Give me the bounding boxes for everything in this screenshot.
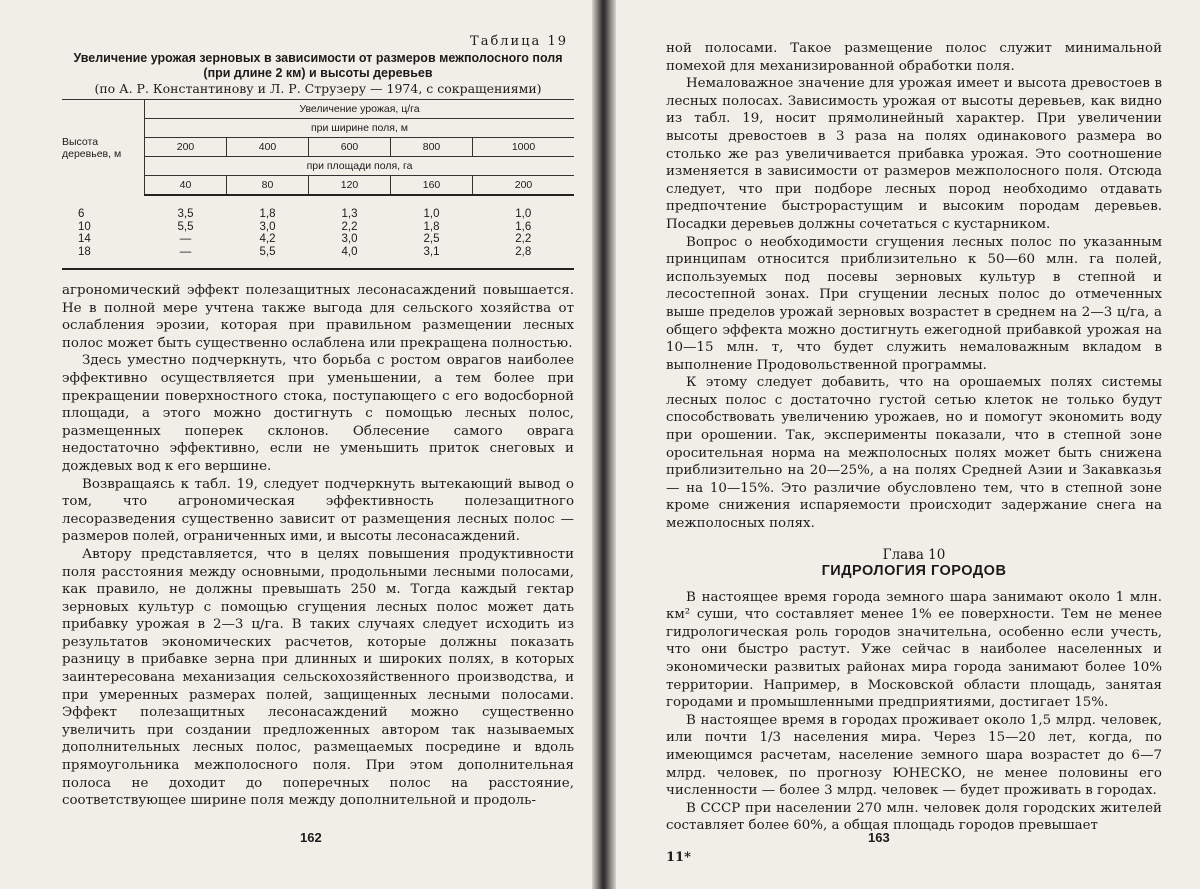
area-cell: 160 [391,176,473,196]
table-caption [62,51,574,81]
table-row [62,221,574,234]
width-cell: 800 [391,138,473,157]
value-cell: 5,5 [177,220,194,233]
left-body-text [62,282,574,810]
paragraph: В настоящее время города земного шара занимают около 1 млн. км² суши, что составляет менее 1% ее поверхности. Тем не менее гидрологическая роль городов значительна, особенно если учесть, что они быстро растут. Уже сейчас в наиболее населенных и экономически развитых районах мира города занимают более 10% территории. Например, в Московской области площадь, занятая городами и промышленными предприятиями, достигает 15%. [666,589,1162,711]
value-cell: 1,0 [423,208,440,220]
table-row [62,195,574,221]
page-number: 162 [300,830,322,845]
value-cell: 1,0 [515,208,532,220]
book-gutter [592,0,616,889]
group-header: Увеличение урожая, ц/га [145,100,575,119]
table-row [62,246,574,270]
value-cell: 3,1 [391,246,473,270]
right-page [600,0,1200,889]
width-cell: 600 [309,138,391,157]
value-cell: 5,5 [227,246,309,270]
chapter-title: ГИДРОЛОГИЯ ГОРОДОВ [821,562,1007,579]
value-cell: — [145,246,227,270]
height-cell: 10 [78,220,91,233]
value-cell: 3,5 [177,208,194,220]
height-cell: 18 [62,246,145,270]
chapter-label: Глава 10 [882,546,946,563]
value-cell: 4,0 [309,246,391,270]
right-body-text [666,40,1162,835]
area-cell: 40 [145,176,227,196]
area-header: при площади поля, га [145,157,575,176]
paragraph: Немаловажное значение для урожая имеет и высота древостоев в лесных полосах. Зависимость урожая от высоты деревьев, как видно из табл. 19, носит прямолинейный характер. При увеличении высоты древостоев в 3 раза на полях одинакового размера во столько же раз увеличивается прибавка урожая. Это соотношение изменяется в зависимости от размеров межполосного поля. Отсюда следует, что при подборе лесных пород необходимо отдавать предпочтение быстрорастущим и высоким породам деревьев. Посадки деревьев должны сочетаться с кустарником. [666,76,1162,232]
area-cell: 80 [227,176,309,196]
paragraph: В настоящее время в городах проживает около 1,5 млрд. человек, или почти 1/3 населения мира. Через 15—20 лет, когда, по имеющимся расчетам, население земного шара возрастет до 6—7 млрд. человек, по прогнозу ЮНЕСКО, не менее половины его численности — более 3 млрд. человек — будет проживать в городах. [666,712,1162,799]
value-cell: 3,0 [341,233,358,245]
value-cell: 1,8 [259,208,276,220]
caption-line: (при длине 2 км) и высоты деревьев [203,66,433,80]
paragraph: К этому следует добавить, что на орошаемых полях системы лесных полос с достаточно густой сетью клеток не только будут способствовать увеличению урожаев, но и помогут экономить воду при орошении. Так, эксперименты показали, что в степной зоне оросительная норма на межполосных полях может быть снижена приблизительно на 20—25%, а на полях Средней Азии и Закавказья — на 10—15%. Это различие обусловлено тем, что в степной зоне кроме снижения испаряемости происходит задержание снега на межполосных полях. [666,375,1162,532]
signature-mark: 11* [666,850,691,865]
row-header: Высота деревьев, м [62,100,145,196]
value-cell: 2,2 [515,233,532,245]
value-cell: 4,2 [259,233,276,245]
value-cell: 2,8 [473,246,575,270]
table-row [62,233,574,246]
paragraph: агрономический эффект полезащитных лесонасаждений повышается. Не в полной мере учтена также выгода для сельского хозяйства от ослабления эрозии, которая при правильном размещении лесных полос может быть существенно ослаблена или прекращена полностью. [62,283,574,351]
area-cell: 120 [309,176,391,196]
table-label: Таблица 19 [470,34,568,49]
data-table [62,99,574,270]
page-number: 163 [868,830,890,845]
paragraph: Автору представляется, что в целях повышения продуктивности поля расстояния между основными, продольными лесными полосами, как правило, не должны превышать 250 м. Тогда каждый гектар зерновых культур с помощью сгущения лесных полос может дать прибавку урожая в 2—3 ц/га. В таких случаях следует исходить из результатов экономических расчетов, которые должны показать разницу в прибавке зерна при длинных и широких полях, в которых заинтересована механизация сельскохозяйственного производства, и при умеренных размерах полей, защищенных лесными полосами. Эффект полезащитных лесонасаждений можно существенно увеличить при создании предложенных автором так называемых дополнительных лесных полос, размещаемых посредине и вдоль прямоугольника межполосного поля. При этом дополнительная полоса не доходит до поперечных полос на расстояние, соответствующее ширине поля между дополнительной и продоль- [62,546,574,809]
paragraph: Вопрос о необходимости сгущения лесных полос по указанным принципам относится приблизительно к 50—60 млн. га полей, используемых под посевы зерновых культур в степной и лесостепной зонах. При сгущении лесных полос до отмеченных выше пределов урожай зерновых возрастет в среднем на 2—3 ц/га, а общего эффекта можно достигнуть ежегодной прибавкой урожая на 10—15 млн. т, что будет служить немаловажным вкладом в выполнение Продовольственной программы. [666,234,1162,373]
value-cell: 2,2 [341,220,358,233]
paragraph: В СССР при населении 270 млн. человек доля городских жителей составляет более 60%, а общая площадь городов превышает [666,800,1162,834]
width-cell: 400 [227,138,309,157]
width-header: при ширине поля, м [145,119,575,138]
value-cell: 3,0 [259,220,276,233]
paragraph: Здесь уместно подчеркнуть, что борьба с ростом оврагов наиболее эффективно осуществляется при уменьшении, а тем более при прекращении поверхностного стока, поступающего с его водосборной площади, а этого можно достигнуть с помощью лесных полос, размещенных поперек склонов. Облесение самого оврага недостаточно эффективно, если не уменьшить приток снеговых и дождевых вод к его вершине. [62,353,574,474]
height-cell: 6 [78,207,85,220]
table-source: (по А. Р. Константинову и Л. Р. Струзеру — 1974, с сокращениями) [94,81,542,96]
width-cell: 1000 [473,138,575,157]
area-cell: 200 [473,176,575,196]
paragraph: ной полосами. Такое размещение полос служит минимальной помехой для механизированной обработки поля. [666,41,1162,74]
caption-line: Увеличение урожая зерновых в зависимости от размеров межполосного поля [73,51,563,65]
value-cell: — [179,233,192,245]
height-cell: 14 [78,233,91,245]
value-cell: 1,6 [515,220,532,233]
value-cell: 1,8 [423,220,440,233]
width-cell: 200 [145,138,227,157]
paragraph: Возвращаясь к табл. 19, следует подчеркнуть вытекающий вывод о том, что агрономическая эффективность полезащитного лесоразведения существенно зависит от размещения лесных полос — размеров полей, ограниченных ими, и высоты лесонасаждений. [62,476,574,545]
value-cell: 1,3 [341,208,358,220]
value-cell: 2,5 [423,233,440,245]
